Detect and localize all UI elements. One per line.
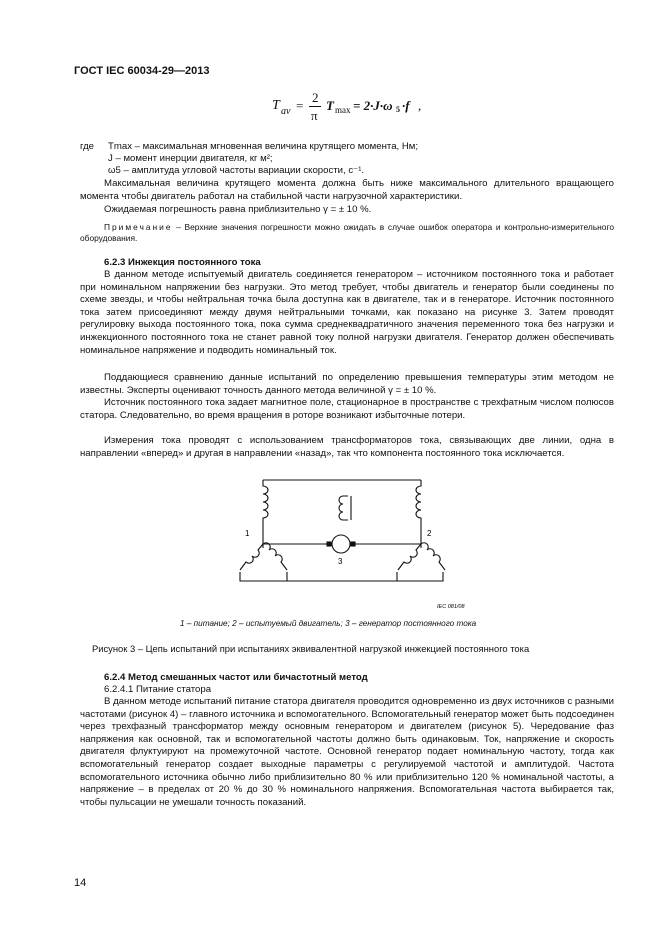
figure-3-circuit [231,478,465,618]
document-header: ГОСТ IEC 60034-29—2013 [74,65,210,77]
paragraph: В данном методе испытуемый двигатель соединяется генератором – источником постоянного тока и работает при номинальном напряжении без нагрузки. Это метод требует, чтобы двигатель и генератор были соединены по схеме звезды, и чтобы нейтральная точка была доступна как в двигателе, так и в генераторе. Источник постоянного тока затем присоединяют между двумя нейтральными точками, как показано на рисунке 3. Затем проводят регулировку выхода постоянного тока, пока сумма среднеквадратичного значения переменного тока без нагрузки и инжекционного постоянного тока не станет равной току полной нагрузки двигателя. Генератор должен обеспечивать номинальное напряжение и подводить номинальный ток. [80,269,614,356]
formula-eq: = [296,98,304,113]
where-item: Tmax – максимальная мгновенная величина крутящего момента, Нм; [108,141,419,152]
formula-numerator: 2 [312,90,319,105]
formula-rhs-tail: ·f [402,98,410,113]
left-vertical-coil [263,480,268,548]
paragraph: Максимальная величина крутящего момента должна быть ниже максимального длительного вращающего момента чтобы двигатель работал на стабильной части нагрузочной характеристики. [80,178,614,202]
iec-mark: IEC 081/08 [437,604,465,610]
paragraph: В данном методе испытаний питание статора двигателя проводится одновременно из двух источников с разными частотами (рисунок 4) – главного источника и вспомогательного. Вспомогательный генератор может быть подсоединен через трехфазный трансформатор между основным генератором и двигателем (рисунок 5). Чередование фаз напряжения как основной, так и вспомогательной частоты должно быть одинаковым. Ток, напряжение и скорость двигателя флуктуируют на промежуточной частоте. Основной генератор подает номинальную частоту, тогда как вспомогательный генератор создает выходные параметры с регулируемой частотой и амплитудой. Частота вспомогательного источника обычно либо приблизительно 80 % или приблизительно 120 % номинальной частоты, а напряжение – в пределах от 20 % до 30 % номинального напряжения. Вспомогательная частота выбирается так, чтобы пульсации не умешали точность показаний. [80,696,614,808]
right-vertical-coil [416,480,421,548]
torque-formula [272,90,472,124]
section-heading: 6.2.4 Метод смешанных частот или бичастотный метод [104,672,368,683]
circuit-diagram [231,478,465,613]
figure-label-3: 3 [338,557,343,566]
page-number: 14 [74,877,87,889]
formula-lhs: T [272,98,280,113]
formula-rhs: = 2·J·ω [353,98,393,113]
note [80,222,614,244]
left-star-leg [263,543,287,570]
where-prefix: где [80,141,95,152]
right-star-leg [398,544,421,570]
paragraph: Поддающиеся сравнению данные испытаний по определению превышения температуры этим методом не известны. Эксперты оценивают точность данного метода величиной γ = ± 10 %. [80,372,614,396]
where-item: ω5 – амплитуда угловой частоты вариации скорости, с⁻¹. [108,165,365,176]
paragraph: Источник постоянного тока задает магнитное поле, стационарное в пространстве с трехфатным числом полюсов статора. Следовательно, во время вращения в роторе возникают избыточные потери. [80,397,614,421]
figure-legend: 1 – питание; 2 – испытуемый двигатель; 3 – генератор постоянного тока [180,619,477,628]
dc-generator-symbol [332,535,350,553]
formula-t-sub: max [335,105,351,115]
section-heading: 6.2.3 Инжекция постоянного тока [104,257,261,268]
formula-lhs-sub: av [281,106,291,117]
formula-t: T [326,98,334,113]
figure-label-1: 1 [245,529,250,538]
subsection-heading: 6.2.4.1 Питание статора [104,684,212,695]
circuit-wire-bottom [240,572,443,581]
figure-label-2: 2 [427,529,432,538]
formula-fraction-bar [309,106,321,107]
formula-end: , [418,98,422,113]
left-star-leg [240,544,263,570]
paragraph: Измерения тока проводят с использованием трансформаторов тока, связывающих две линии, одна в направлении «вперед» и другая в направлении «назад», так что компонента постоянного тока исключается. [80,435,614,459]
formula-denominator: π [311,108,318,123]
note-label: Примечание [104,222,173,232]
right-star-leg [421,543,445,570]
where-item: J – момент инерции двигателя, кг м²; [108,153,273,164]
paragraph: Ожидаемая погрешность равна приблизительно γ = ± 10 %. [104,204,372,215]
formula-rhs-sub: 5 [396,105,400,114]
figure-caption: Рисунок 3 – Цепь испытаний при испытаниях эквивалентной нагрузкой инжекцией постоянного тока [92,643,530,654]
generator-field-coil [339,496,348,520]
note-text: – Верхние значения погрешности можно ожидать в случае ошибок оператора и контрольно-измерительного оборудования. [80,222,614,243]
